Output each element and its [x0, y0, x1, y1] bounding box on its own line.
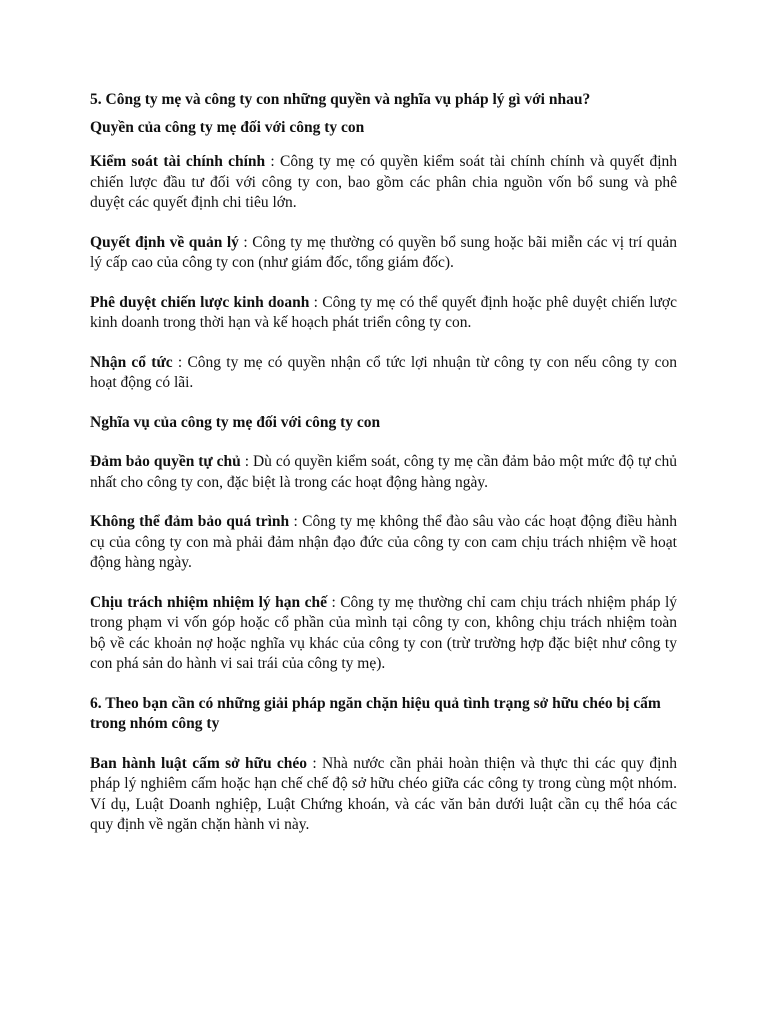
rights-item-text: : Công ty mẹ có thể quyết định hoặc phê duyệt chiến lược kinh doanh trong thời hạn và kế hoạch phát triển công ty con.	[90, 293, 677, 331]
question-5-title: 5. Công ty mẹ và công ty con những quyền và nghĩa vụ pháp lý gì với nhau?	[90, 91, 591, 108]
rights-item-text: : Công ty mẹ thường có quyền bổ sung hoặc bãi miễn các vị trí quản lý cấp cao của công ty con (như giám đốc, tổng giám đốc).	[90, 233, 677, 271]
rights-item-text: : Công ty mẹ có quyền kiểm soát tài chính chính và quyết định chiến lược đầu tư đối với công ty con, bao gồm các phân chia nguồn vốn bổ sung và phê duyệt các quyết định chi tiêu lớn.	[90, 153, 678, 211]
question-6-title: 6. Theo bạn cần có những giải pháp ngăn chặn hiệu quả tình trạng sở hữu chéo bị cấm trong nhóm công ty	[90, 694, 661, 732]
rights-item-dividends	[90, 353, 677, 394]
rights-item-term: Kiểm soát tài chính chính	[90, 153, 266, 170]
obligations-item-term: Đảm bảo quyền tự chủ	[90, 453, 241, 470]
document-page	[90, 90, 677, 855]
rights-heading: Quyền của công ty mẹ đối với công ty con	[90, 118, 365, 136]
obligations-item-text: : Dù có quyền kiểm soát, công ty mẹ cần đảm bảo một mức độ tự chủ nhất cho công ty con, đặc biệt là trong các hoạt động hàng ngày.	[90, 453, 677, 491]
obligations-item-limited-liability	[90, 593, 677, 675]
obligations-item-autonomy	[90, 452, 677, 493]
obligations-item-term: Không thể đảm bảo quá trình	[90, 513, 290, 530]
obligations-item-process	[90, 512, 677, 574]
solutions-item-ban-law	[90, 754, 677, 836]
rights-item-financial-control	[90, 152, 677, 214]
rights-item-term: Nhận cổ tức	[90, 353, 173, 371]
solutions-item-term: Ban hành luật cấm sở hữu chéo	[90, 754, 308, 772]
rights-item-text: : Công ty mẹ có quyền nhận cổ tức lợi nhuận từ công ty con nếu công ty con hoạt động có lãi.	[90, 353, 677, 391]
rights-item-term: Quyết định về quản lý	[90, 233, 239, 251]
rights-item-management-decision	[90, 233, 677, 274]
obligations-item-text: : Công ty mẹ không thể đào sâu vào các hoạt động điều hành cụ của công ty con mà phải đảm nhận đạo đức của công ty con cam chịu trách nhiệm về hoạt động hàng ngày.	[90, 513, 677, 571]
rights-item-term: Phê duyệt chiến lược kinh doanh	[90, 293, 310, 311]
solutions-item-text: : Nhà nước cần phải hoàn thiện và thực thi các quy định pháp lý nghiêm cấm hoặc hạn chế chế độ sở hữu chéo giữa các công ty trong cùng một nhóm. Ví dụ, Luật Doanh nghiệp, Luật Chứng khoán, và các văn bản dưới luật cần cụ thể hóa các quy định về ngăn chặn hành vi này.	[90, 754, 677, 833]
rights-item-strategy-approval	[90, 293, 677, 334]
obligations-item-text: : Công ty mẹ thường chỉ cam chịu trách nhiệm pháp lý trong phạm vi vốn góp hoặc cổ phần của mình tại công ty con, không chịu trách nhiệm toàn bộ về các khoản nợ hoặc nghĩa vụ khác của công ty con (trừ trường hợp đặc biệt như công ty con phá sản do hành vi sai trái của công ty mẹ).	[90, 593, 677, 672]
obligations-item-term: Chịu trách nhiệm nhiệm lý hạn chế	[90, 593, 327, 611]
obligations-heading: Nghĩa vụ của công ty mẹ đối với công ty con	[90, 413, 381, 431]
